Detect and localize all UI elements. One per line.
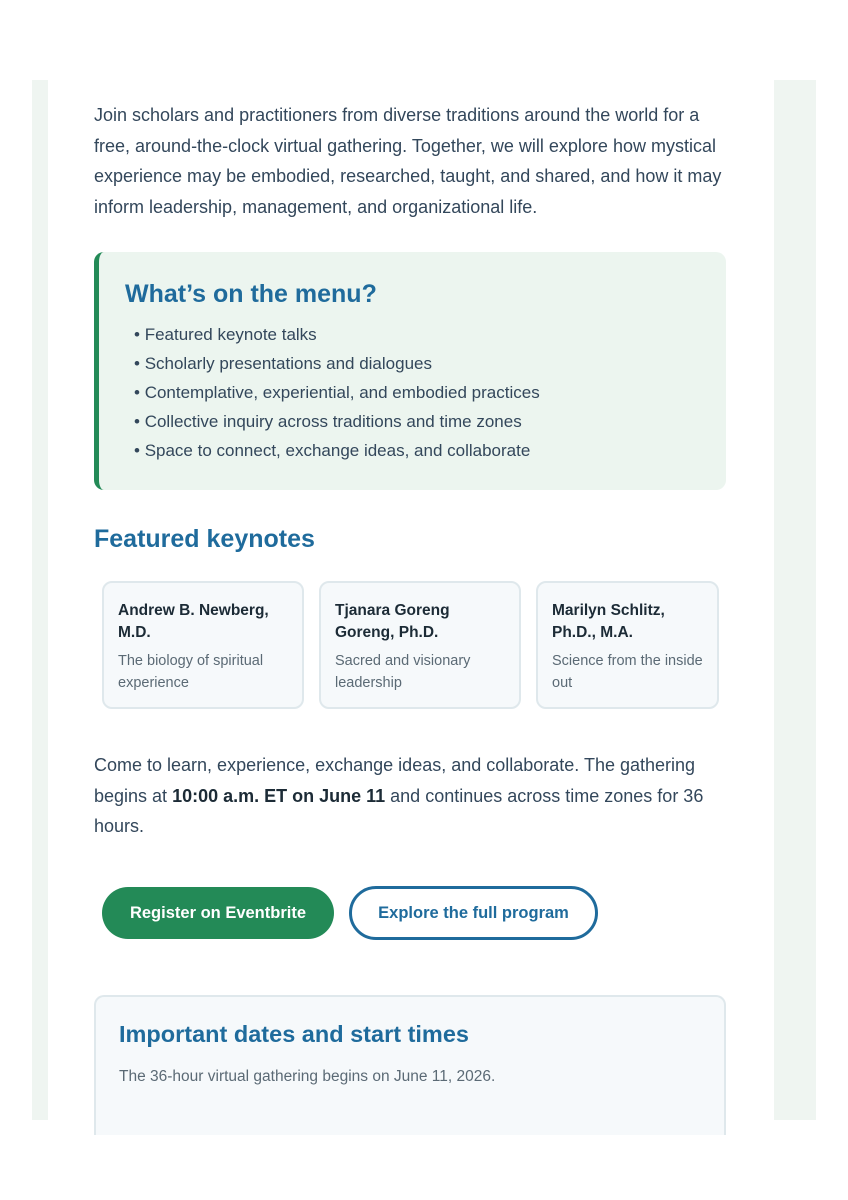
keynote-card-goreng — [319, 581, 521, 709]
menu-item: • Space to connect, exchange ideas, and collaborate — [134, 436, 726, 465]
keynote-speaker-name: Andrew B. Newberg, M.D. — [118, 602, 269, 641]
dates-heading: Important dates and start times — [119, 1021, 469, 1047]
menu-item: • Scholarly presentations and dialogues — [134, 349, 726, 378]
register-button[interactable]: Register on Eventbrite — [102, 887, 334, 939]
menu-list — [134, 320, 726, 465]
menu-item: • Collective inquiry across traditions and time zones — [134, 407, 726, 436]
keynote-card-newberg — [102, 581, 304, 709]
dates-description: The 36-hour virtual gathering begins on June 11, 2026. — [119, 1068, 496, 1085]
cta-start-time: 10:00 a.m. ET on June 11 — [172, 785, 386, 806]
menu-title: What’s on the menu? — [125, 280, 377, 308]
explore-program-button[interactable]: Explore the full program — [349, 886, 598, 940]
cta-text-end: and continues across time zones for 36 hours. — [94, 785, 704, 836]
left-margin-band — [32, 80, 48, 1120]
keynote-topic: The biology of spiritual experience — [118, 653, 264, 691]
keynote-speaker-name: Marilyn Schlitz, Ph.D., M.A. — [552, 602, 665, 641]
keynote-topic: Sacred and visionary leadership — [335, 653, 471, 691]
menu-callout — [94, 252, 726, 490]
keynote-topic: Science from the inside out — [552, 653, 703, 691]
newsletter-body — [94, 100, 734, 1085]
intro-paragraph: Join scholars and practitioners from diverse traditions around the world for a free, around-the-clock virtual gathering. Together, we will explore how mystical experience may be embodied, researched, taught, and shared, and how it may inform leadership, management, and organizational life. — [94, 105, 722, 217]
cta-text-start: Come to learn, experience, exchange ideas, and collaborate. The gathering begins at — [94, 755, 696, 806]
right-margin-band — [774, 80, 816, 1120]
keynotes-heading: Featured keynotes — [94, 525, 315, 553]
menu-item: • Featured keynote talks — [134, 320, 726, 349]
keynote-card-schlitz — [536, 581, 719, 709]
menu-item: • Contemplative, experiential, and embodied practices — [134, 378, 726, 407]
cta-paragraph — [94, 750, 734, 842]
important-dates-panel — [94, 995, 726, 1135]
keynote-speaker-name: Tjanara Goreng Goreng, Ph.D. — [335, 602, 450, 641]
